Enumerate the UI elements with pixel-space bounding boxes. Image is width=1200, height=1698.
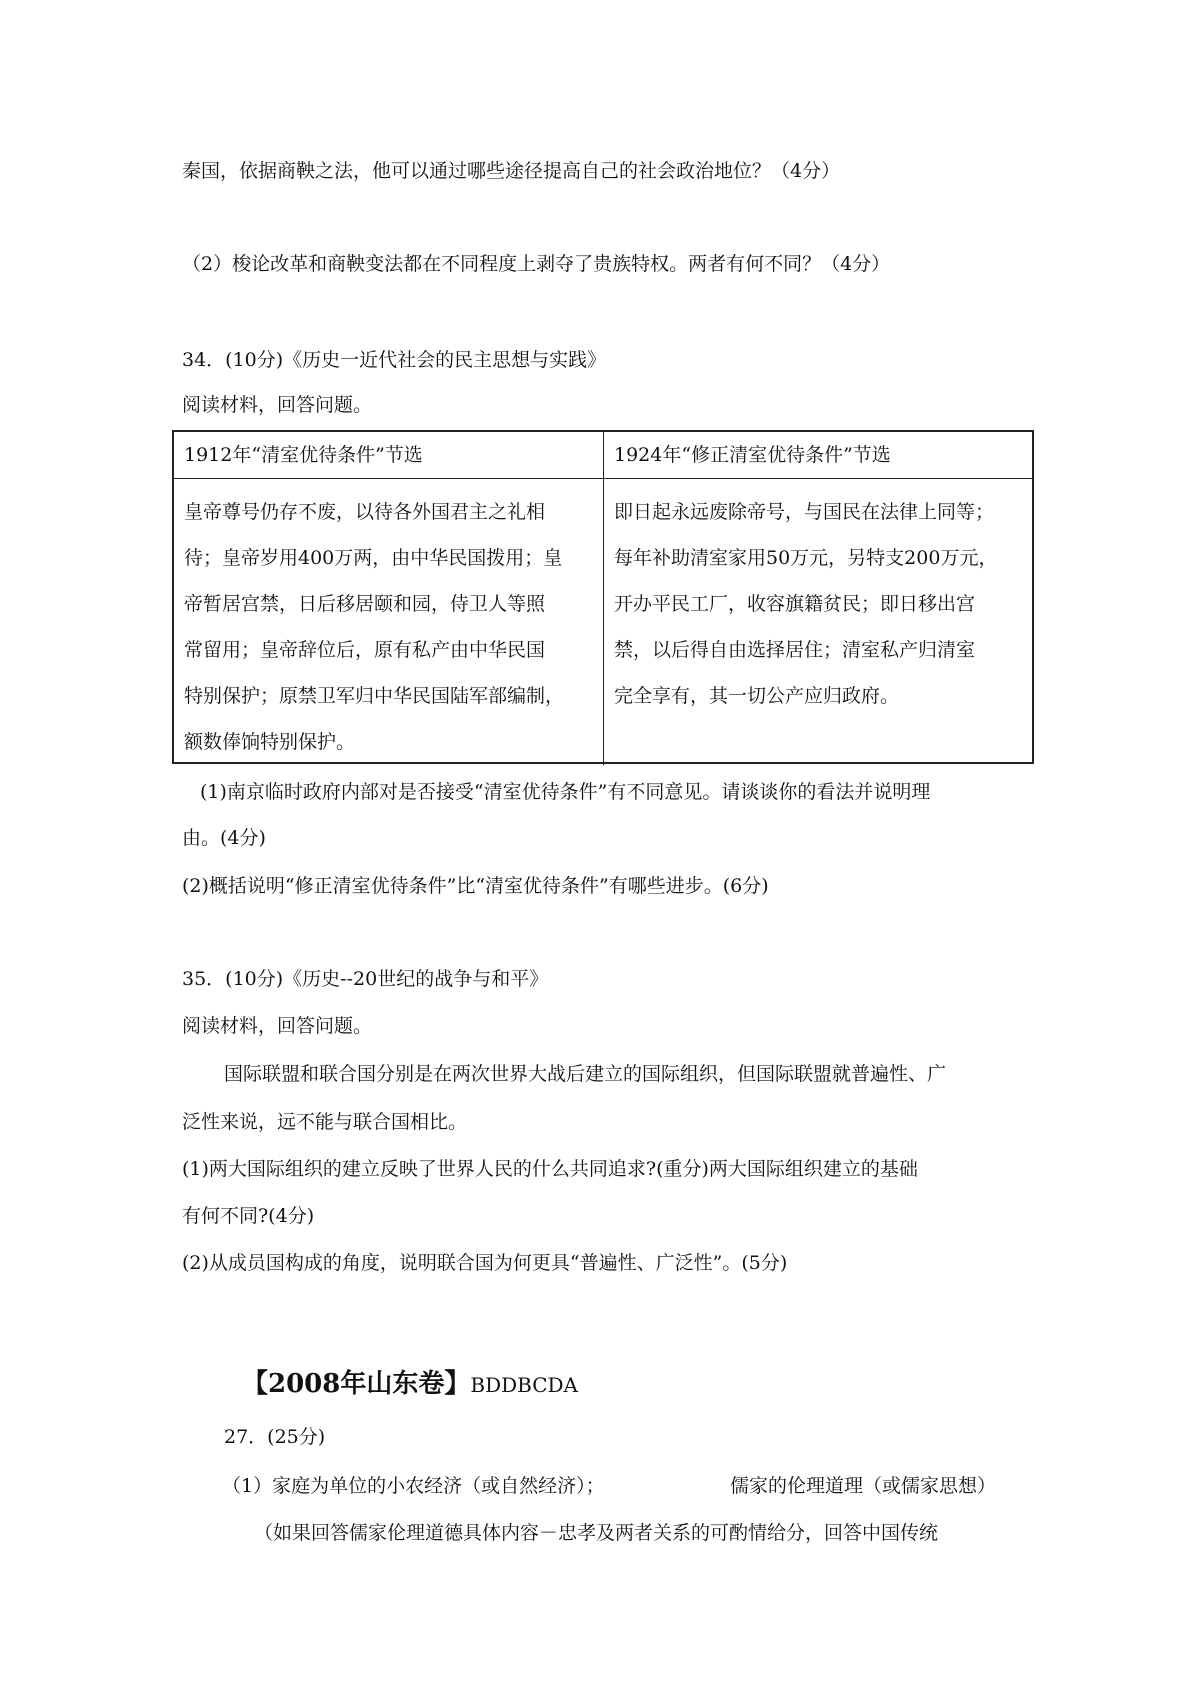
table-body-row [174, 479, 1032, 765]
cell-line: 禁，以后得自由选择居住；清室私产归清室 [614, 639, 976, 661]
table-cell-right [604, 479, 1032, 765]
q35-title: 35．(10分)《历史--20世纪的战争与和平》 [182, 968, 549, 990]
q35-paragraph-line-1: 国际联盟和联合国分别是在两次世界大战后建立的国际组织，但国际联盟就普遍性、广 [224, 1063, 947, 1085]
q34-question-2: (2)概括说明“修正清室优待条件”比“清室优待条件”有哪些进步。(6分) [182, 875, 769, 897]
answers-heading-title: 【2008年山东卷】 [242, 1369, 471, 1399]
answer-1-part-1: （1）家庭为单位的小农经济（或自然经济）； [222, 1475, 605, 1497]
q27-label: 27．(25分) [224, 1426, 326, 1448]
cell-line: 完全享有，其一切公产应归政府。 [614, 685, 900, 707]
answers-key: BDDBCDA [470, 1373, 578, 1397]
cell-line: 特别保护；原禁卫军归中华民国陆军部编制， [184, 685, 565, 707]
table-cell-left [174, 479, 604, 765]
q34-instruction: 阅读材料，回答问题。 [182, 394, 373, 416]
q35-question-1-line-1: (1)两大国际组织的建立反映了世界人民的什么共同追求?(重分)两大国际组织建立的基础 [182, 1158, 918, 1180]
q34-title: 34．(10分)《历史一近代社会的民主思想与实践》 [182, 349, 607, 371]
cell-line: 帝暂居宫禁，日后移居颐和园，侍卫人等照 [184, 593, 546, 615]
q34-question-1-line-2: 由。(4分) [182, 827, 266, 849]
comparison-table [172, 430, 1034, 764]
q35-paragraph-line-2: 泛性来说，远不能与联合国相比。 [182, 1111, 468, 1133]
q34-question-1-line-1: (1)南京临时政府内部对是否接受“清室优待条件”有不同意见。请谈谈你的看法并说明理 [200, 781, 931, 803]
q35-question-2: (2)从成员国构成的角度，说明联合国为何更具“普遍性、广泛性”。(5分) [182, 1252, 788, 1274]
table-header-left: 1912年“清室优待条件”节选 [174, 432, 604, 478]
cell-line: 额数俸饷特别保护。 [184, 731, 356, 753]
cell-line: 常留用；皇帝辞位后，原有私产由中华民国 [184, 639, 546, 661]
answer-1-note: （如果回答儒家伦理道德具体内容－忠孝及两者关系的可酌情给分，回答中国传统 [254, 1522, 939, 1544]
intro-question-2: （2）梭论改革和商鞅变法都在不同程度上剥夺了贵族特权。两者有何不同？（4分） [182, 253, 891, 275]
cell-line: 每年补助清室家用50万元，另特支200万元， [614, 547, 998, 569]
q35-instruction: 阅读材料，回答问题。 [182, 1015, 373, 1037]
table-header-row [174, 432, 1032, 479]
cell-line: 开办平民工厂，收容旗籍贫民；即日移出宫 [614, 593, 976, 615]
table-header-right: 1924年“修正清室优待条件”节选 [614, 444, 891, 466]
q35-question-1-line-2: 有何不同?(4分) [182, 1205, 315, 1227]
answers-heading [242, 1368, 578, 1401]
cell-line: 待；皇帝岁用400万两，由中华民国拨用；皇 [184, 547, 563, 569]
cell-line: 即日起永远废除帝号，与国民在法律上同等； [614, 501, 995, 523]
intro-line-1: 秦国，依据商鞅之法，他可以通过哪些途径提高自己的社会政治地位？（4分） [182, 160, 841, 182]
cell-line: 皇帝尊号仍存不废，以待各外国君主之礼相 [184, 501, 546, 523]
answer-1-part-2: 儒家的伦理道理（或儒家思想） [730, 1475, 997, 1497]
